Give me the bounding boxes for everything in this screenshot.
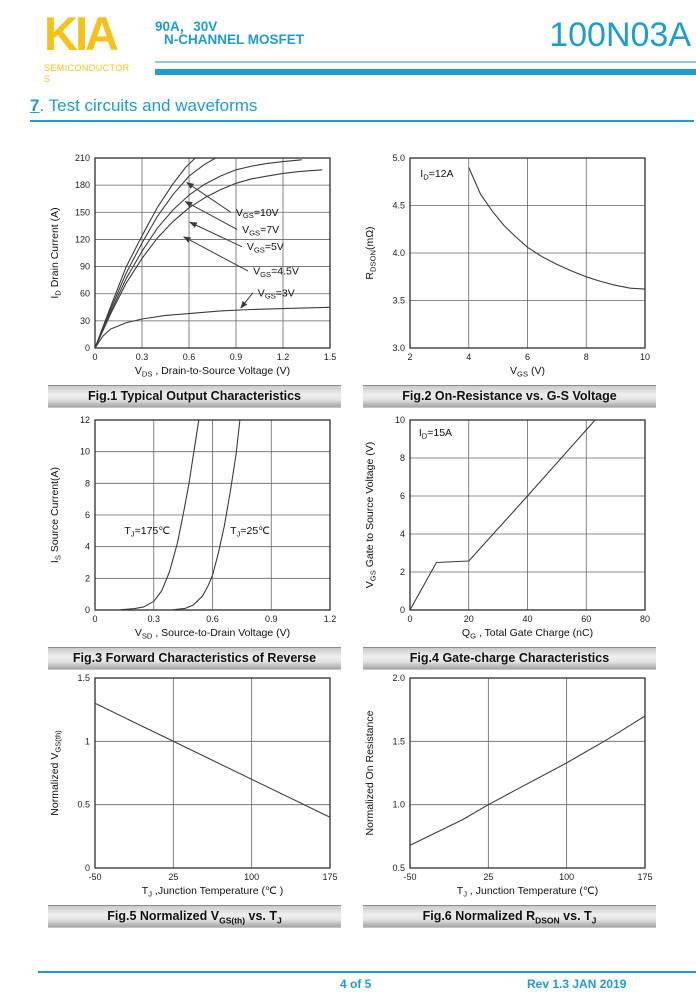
- y-axis-label: $I_D$ Drain Current (A): [49, 207, 63, 299]
- annotation: $I_D=15A$: [418, 427, 453, 441]
- tick-labels: [75, 153, 336, 362]
- y-axis-label: $V_{GS}$ Gate to Source Voltage (V): [364, 441, 378, 589]
- svg-text:2: 2: [407, 352, 413, 362]
- figure-3: [45, 408, 345, 669]
- fig6-caption: Fig.6 Normalized $R_{DSON}$ vs. $T_J$: [363, 905, 656, 927]
- svg-text:8: 8: [399, 453, 405, 463]
- y-axis-label: Normalized On Resistance: [364, 710, 376, 836]
- svg-text:210: 210: [74, 153, 90, 163]
- device-rating: 90A，30V: [155, 19, 218, 34]
- curve-label: $V_{GS}=10V$: [235, 206, 279, 221]
- figure-1: [45, 146, 345, 407]
- svg-text:1.0: 1.0: [392, 799, 405, 810]
- x-axis-label: $V_{DS}$ , Drain-to-Source Voltage (V): [134, 365, 291, 379]
- svg-text:4.5: 4.5: [392, 200, 405, 211]
- page-number: 4 of 5: [340, 977, 372, 991]
- svg-text:5.0: 5.0: [392, 153, 405, 163]
- svg-text:0.6: 0.6: [206, 614, 219, 624]
- svg-text:0: 0: [84, 343, 90, 353]
- svg-text:0: 0: [84, 863, 90, 873]
- x-axis-label: $T_J$ , Junction Temperature (℃): [456, 885, 599, 899]
- svg-text:100: 100: [244, 872, 260, 882]
- svg-text:2: 2: [84, 573, 90, 584]
- callout-arrow: [185, 201, 237, 229]
- svg-text:3.5: 3.5: [392, 295, 405, 306]
- svg-text:175: 175: [322, 872, 338, 882]
- annotation: $T_J=25℃$: [230, 525, 270, 539]
- series-vgs-th-: [95, 703, 330, 817]
- svg-text:4: 4: [466, 352, 472, 362]
- callout-arrow: [184, 237, 249, 271]
- revision-label: Rev 1.3 JAN 2019: [527, 977, 627, 991]
- figure-6: [360, 666, 660, 927]
- svg-text:25: 25: [168, 872, 179, 882]
- svg-text:0.5: 0.5: [77, 799, 90, 810]
- svg-text:40: 40: [522, 614, 533, 624]
- svg-text:25: 25: [483, 872, 494, 882]
- svg-text:1: 1: [84, 736, 90, 747]
- part-number: 100N03A: [549, 16, 691, 54]
- x-axis-label: $V_{SD}$ , Source-to-Drain Voltage (V): [134, 627, 291, 641]
- tick-labels: [392, 153, 650, 362]
- svg-text:0: 0: [92, 352, 98, 362]
- svg-text:1.5: 1.5: [77, 673, 90, 683]
- gridlines: [95, 420, 330, 610]
- svg-text:2: 2: [399, 567, 405, 577]
- svg-text:90: 90: [79, 261, 90, 272]
- svg-text:175: 175: [637, 872, 653, 882]
- plot-border: [410, 678, 645, 868]
- figure-2: [360, 146, 660, 407]
- svg-text:30: 30: [79, 315, 90, 326]
- callout-arrow: [241, 293, 253, 308]
- svg-text:0: 0: [92, 614, 98, 624]
- svg-text:150: 150: [74, 207, 90, 218]
- svg-text:-50: -50: [88, 872, 102, 882]
- svg-text:1.2: 1.2: [323, 614, 337, 624]
- section-title: [30, 96, 694, 122]
- plot-border: [95, 158, 330, 348]
- x-axis-label: $Q_G$ , Total Gate Charge (nC): [461, 627, 594, 641]
- svg-text:120: 120: [74, 234, 90, 245]
- svg-text:0: 0: [399, 605, 405, 615]
- svg-text:0.3: 0.3: [135, 352, 149, 362]
- gridlines: [410, 158, 645, 348]
- svg-text:-50: -50: [403, 872, 417, 882]
- series-rdson: [469, 168, 645, 290]
- svg-text:6: 6: [399, 491, 405, 501]
- svg-text:6: 6: [84, 510, 90, 520]
- fig3-chart: [45, 408, 345, 645]
- tick-labels: [395, 415, 650, 624]
- fig6-chart: [360, 666, 660, 903]
- svg-text:180: 180: [74, 180, 90, 191]
- svg-text:0.3: 0.3: [147, 614, 161, 624]
- annotation: $T_J=175℃$: [124, 525, 171, 539]
- svg-text:0: 0: [84, 605, 90, 615]
- svg-text:0.5: 0.5: [392, 863, 405, 873]
- plot-border: [95, 678, 330, 868]
- header-rule-thin: [155, 61, 696, 63]
- svg-text:0: 0: [407, 614, 413, 624]
- svg-text:12: 12: [79, 415, 90, 425]
- figure-5: [45, 666, 345, 927]
- header-rule-thick: [155, 69, 696, 75]
- svg-text:10: 10: [79, 446, 90, 457]
- svg-text:6: 6: [524, 352, 531, 362]
- y-axis-label: $R_{DSON}(m\Omega)$: [364, 226, 378, 280]
- gridlines: [410, 678, 645, 868]
- gridlines: [95, 158, 330, 348]
- svg-text:0.6: 0.6: [182, 352, 196, 362]
- svg-text:20: 20: [463, 614, 474, 624]
- series-vgs-4-5v: [95, 170, 322, 348]
- svg-text:1.2: 1.2: [276, 352, 290, 362]
- svg-text:4.0: 4.0: [392, 248, 405, 258]
- tick-labels: [80, 415, 336, 624]
- y-axis-label: $I_S$ Source Current(A): [49, 466, 63, 564]
- tick-labels: [392, 673, 652, 882]
- curve-label: $V_{GS}=4.5V$: [253, 265, 299, 279]
- section-number: 7: [30, 96, 40, 115]
- fig1-chart: [45, 146, 345, 383]
- svg-text:8: 8: [583, 352, 589, 362]
- fig4-chart: [360, 408, 660, 645]
- section-label: . Test circuits and waveforms: [39, 96, 258, 115]
- fig1-caption: Fig.1 Typical Output Characteristics: [48, 385, 341, 407]
- callout-arrow: [190, 222, 242, 246]
- svg-text:3.0: 3.0: [392, 343, 405, 353]
- curve-label: $V_{GS}=3V$: [257, 287, 295, 301]
- fig2-caption: Fig.2 On-Resistance vs. G-S Voltage: [363, 385, 656, 407]
- x-axis-label: $T_J$ ,Junction Temperature (℃ ): [141, 885, 284, 899]
- svg-text:10: 10: [639, 352, 651, 362]
- svg-text:4: 4: [399, 529, 405, 539]
- footer-rule: [38, 971, 696, 973]
- callout-arrow: [187, 182, 231, 212]
- svg-text:0.9: 0.9: [264, 614, 278, 624]
- fig4-caption: Fig.4 Gate-charge Characteristics: [363, 647, 656, 669]
- annotation: $I_D=12A$: [420, 168, 454, 182]
- svg-text:2.0: 2.0: [392, 673, 405, 683]
- svg-text:4: 4: [84, 541, 90, 552]
- fig2-chart: [360, 146, 660, 383]
- svg-text:8: 8: [84, 478, 90, 489]
- fig3-caption: Fig.3 Forward Characteristics of Reverse: [48, 647, 341, 669]
- series-rdson-normalized: [410, 716, 645, 845]
- kia-logo: KIA: [44, 7, 116, 60]
- series-vgs-7v: [95, 158, 216, 348]
- svg-text:0.9: 0.9: [229, 352, 243, 362]
- series-vgs: [410, 420, 595, 610]
- tick-labels: [77, 673, 337, 882]
- svg-text:10: 10: [394, 415, 405, 425]
- curve-label: $V_{GS}=7V$: [242, 223, 280, 238]
- fig5-chart: [45, 666, 345, 903]
- svg-text:100: 100: [559, 872, 575, 882]
- series-vgs-5v: [95, 160, 302, 348]
- x-axis-label: $V_{GS}$ (V): [510, 365, 545, 379]
- svg-text:60: 60: [79, 288, 90, 299]
- svg-text:1.5: 1.5: [392, 736, 405, 747]
- kia-logo-subtext: SEMICONDUCTORS: [44, 63, 130, 84]
- figure-4: [360, 408, 660, 669]
- gridlines: [95, 678, 330, 868]
- series-vgs-3v: [95, 307, 330, 348]
- y-axis-label: Normalized $V_{GS(th)}$: [49, 730, 63, 816]
- svg-text:1.5: 1.5: [323, 352, 337, 362]
- curve-label: $V_{GS}=5V$: [246, 241, 284, 255]
- svg-text:80: 80: [639, 614, 651, 624]
- svg-text:60: 60: [581, 614, 592, 624]
- device-type: N-CHANNEL MOSFET: [164, 32, 304, 47]
- gridlines: [410, 420, 645, 610]
- fig5-caption: Fig.5 Normalized $V_{GS(th)}$ vs. $T_J$: [48, 905, 341, 927]
